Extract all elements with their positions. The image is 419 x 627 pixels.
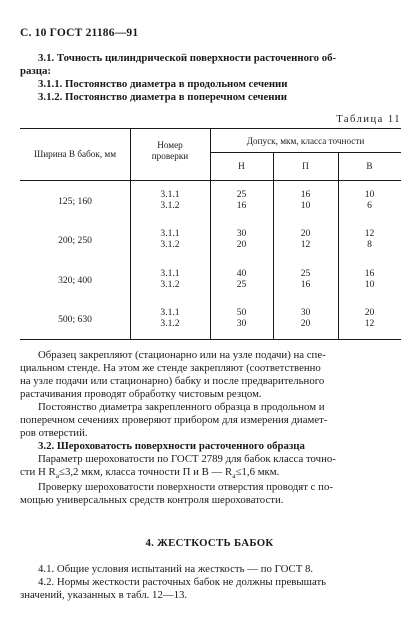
para3-line1: Параметр шероховатости по ГОСТ 2789 для бабок класса точно-: [38, 453, 336, 465]
section-3-1-2: 3.1.2. Постоянство диаметра в поперечном сечении: [38, 91, 287, 103]
para2-line3: ров отверстий.: [20, 427, 88, 439]
col-header-tolerance: Допуск, мкм, класса точности: [246, 136, 365, 146]
col-header-width: Ширина B бабок, мм: [33, 149, 117, 159]
para2-line2: поперечном сечениях проверяют прибором для измерения диамет-: [20, 414, 328, 426]
row-3-V: 16 10: [364, 268, 375, 290]
para4-line1: Проверку шероховатости поверхности отверстия проводят с по-: [38, 481, 333, 493]
tolerance-table: [20, 128, 401, 340]
para1-line1: Образец закрепляют (стационарно или на узле подачи) на спе-: [38, 349, 326, 361]
row-2-P: 20 12: [300, 228, 311, 250]
section-4-title: 4. ЖЕСТКОСТЬ БАБОК: [145, 537, 274, 549]
row-4-V: 20 12: [364, 307, 375, 329]
row-1-V: 10 6: [364, 189, 375, 211]
section-4-1: 4.1. Общие условия испытаний на жесткость — по ГОСТ 8.: [38, 563, 314, 575]
section-3-1-1: 3.1.1. Постоянство диаметра в продольном сечении: [38, 78, 288, 90]
row-2-H: 30 20: [236, 228, 247, 250]
page-header: С. 10 ГОСТ 21186—91: [20, 27, 139, 39]
para4-line2: мощью универсальных средств контроля шероховатости.: [20, 494, 284, 506]
row-3-width: 320; 400: [58, 275, 92, 286]
para2-line1: Постоянство диаметра закрепленного образца в продольном и: [38, 401, 325, 413]
para3-line2: сти Н $R_a\le 3,2$ мкм, класса точности П и В — $R_a\le 1,6$ мкм.: [20, 466, 280, 481]
row-2-checks: 3.1.1 3.1.2: [160, 228, 180, 250]
row-4-H: 50 30: [236, 307, 247, 329]
row-2-width: 200; 250: [58, 235, 92, 246]
section-4-2-line1: 4.2. Нормы жесткости расточных бабок не должны превышать: [38, 576, 327, 588]
section-3-1-line1: 3.1. Точность цилиндрической поверхности расточенного об-: [38, 52, 337, 64]
row-1-H: 25 16: [236, 189, 247, 211]
row-1-width: 125; 160: [58, 196, 92, 207]
row-3-P: 25 16: [300, 268, 311, 290]
row-3-H: 40 25: [236, 268, 247, 290]
row-4-checks: 3.1.1 3.1.2: [160, 307, 180, 329]
para1-line4: растачивания проводят обработку чистовым резцом.: [20, 388, 262, 400]
row-4-P: 30 20: [300, 307, 311, 329]
col-header-check-l2: проверки: [151, 150, 189, 161]
section-4-2-line2: значений, указанных в табл. 12—13.: [20, 589, 188, 601]
col-header-check-l1: Номер: [157, 140, 183, 150]
class-header-P: П: [302, 161, 309, 171]
row-1-P: 16 10: [300, 189, 311, 211]
row-3-checks: 3.1.1 3.1.2: [160, 268, 180, 290]
section-3-2: 3.2. Шероховатость поверхности расточенного образца: [38, 440, 305, 452]
class-header-V: В: [366, 161, 373, 171]
table-caption: Таблица 11: [336, 114, 401, 125]
class-header-H: Н: [238, 161, 245, 171]
row-2-V: 12 8: [364, 228, 375, 250]
para1-line2: циальном стенде. На этом же стенде закрепляют (соответственно: [20, 362, 321, 374]
row-1-checks: 3.1.1 3.1.2: [160, 189, 180, 211]
para1-line3: на узле подачи или стационарно) бабку и после предварительного: [20, 375, 325, 387]
row-4-width: 500; 630: [58, 314, 92, 325]
section-3-1-line2: разца:: [20, 65, 51, 77]
col-header-check: [130, 140, 210, 161]
